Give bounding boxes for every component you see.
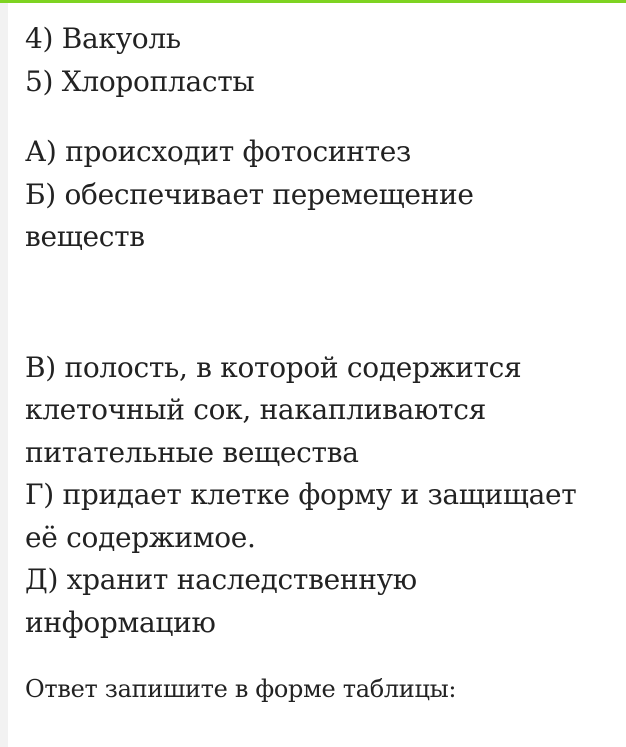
spacer — [25, 644, 620, 672]
question-text — [25, 18, 620, 706]
option-b-line1: Б) обеспечивает перемещение — [25, 177, 474, 211]
option-4: 4) Вакуоль — [25, 22, 181, 55]
option-v-line2: клеточный сок, накапливаются — [25, 393, 486, 426]
option-g-line1: Г) придает клетке форму и защищает — [25, 478, 577, 511]
option-b-line2: веществ — [25, 220, 145, 253]
option-d-line2: информацию — [25, 605, 216, 639]
option-v-line1: В) полость, в которой содержится — [25, 350, 522, 384]
option-5: 5) Хлоропласты — [25, 64, 255, 98]
answer-instruction: Ответ запишите в форме таблицы: — [25, 675, 457, 703]
spacer — [25, 259, 620, 347]
top-accent-bar — [0, 0, 626, 3]
option-v-line3: питательные вещества — [25, 435, 359, 469]
left-margin-strip — [0, 3, 8, 747]
option-d-line1: Д) хранит наследственную — [25, 563, 417, 596]
option-g-line2: её содержимое. — [25, 520, 256, 554]
spacer — [25, 103, 620, 131]
option-a: А) происходит фотосинтез — [25, 135, 412, 168]
